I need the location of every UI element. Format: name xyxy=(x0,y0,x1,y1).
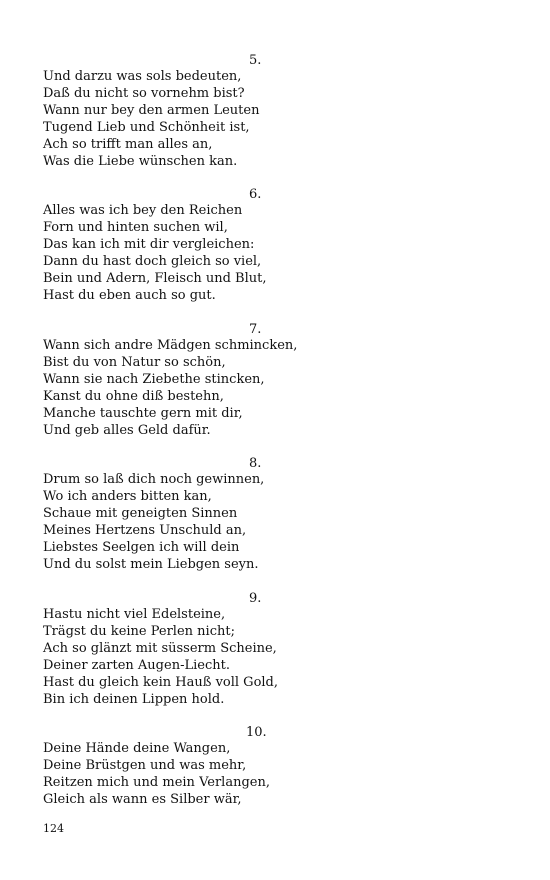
verse-line: Das kan ich mit dir vergleichen: xyxy=(43,237,255,252)
verse-line: Gleich als wann es Silber wär, xyxy=(43,792,242,807)
stanza-lines xyxy=(43,202,267,304)
verse-line: Reitzen mich und mein Verlangen, xyxy=(43,775,270,790)
stanza-number: 8. xyxy=(249,456,262,471)
verse-line: Trägst du keine Perlen nicht; xyxy=(43,624,235,639)
stanza-lines xyxy=(43,740,270,808)
stanza-number: 7. xyxy=(249,322,262,337)
verse-line: Deine Hände deine Wangen, xyxy=(43,741,231,756)
verse-line: Liebstes Seelgen ich will dein xyxy=(43,540,240,555)
verse-line: Und du solst mein Liebgen seyn. xyxy=(43,557,259,572)
stanza-lines xyxy=(43,337,297,439)
verse-line: Und geb alles Geld dafür. xyxy=(43,423,211,438)
verse-line: Drum so laß dich noch gewinnen, xyxy=(43,472,265,487)
verse-line: Forn und hinten suchen wil, xyxy=(43,220,228,235)
verse-line: Was die Liebe wünschen kan. xyxy=(43,154,238,169)
verse-line: Dann du hast doch gleich so viel, xyxy=(43,254,262,269)
verse-line: Wann sie nach Ziebethe stincken, xyxy=(43,372,265,387)
verse-line: Kanst du ohne diß bestehn, xyxy=(43,389,224,404)
verse-line: Daß du nicht so vornehm bist? xyxy=(43,86,245,101)
verse-line: Schaue mit geneigten Sinnen xyxy=(43,506,238,521)
verse-line: Ach so trifft man alles an, xyxy=(43,137,213,152)
verse-line: Wann nur bey den armen Leuten xyxy=(43,103,260,118)
stanza-number: 5. xyxy=(249,53,262,68)
verse-line: Tugend Lieb und Schönheit ist, xyxy=(43,120,250,135)
verse-line: Bein und Adern, Fleisch und Blut, xyxy=(43,271,267,286)
verse-line: Alles was ich bey den Reichen xyxy=(43,203,243,218)
verse-line: Ach so glänzt mit süsserm Scheine, xyxy=(43,641,277,656)
stanza-number: 10. xyxy=(246,725,267,740)
stanza-lines xyxy=(43,471,264,573)
stanza-lines xyxy=(43,606,278,708)
verse-line: Wo ich anders bitten kan, xyxy=(43,489,212,504)
stanza-number: 9. xyxy=(249,591,262,606)
verse-line: Bist du von Natur so schön, xyxy=(43,355,226,370)
verse-line: Hast du gleich kein Hauß voll Gold, xyxy=(43,675,279,690)
verse-line: Hast du eben auch so gut. xyxy=(43,288,216,303)
page-number: 124 xyxy=(43,822,64,835)
verse-line: Wann sich andre Mädgen schmincken, xyxy=(43,338,298,353)
stanza-number: 6. xyxy=(249,187,262,202)
verse-line: Und darzu was sols bedeuten, xyxy=(43,69,242,84)
verse-line: Deine Brüstgen und was mehr, xyxy=(43,758,247,773)
verse-line: Bin ich deinen Lippen hold. xyxy=(43,692,225,707)
verse-line: Deiner zarten Augen-Liecht. xyxy=(43,658,230,673)
verse-line: Meines Hertzens Unschuld an, xyxy=(43,523,247,538)
verse-line: Hastu nicht viel Edelsteine, xyxy=(43,607,226,622)
verse-line: Manche tauschte gern mit dir, xyxy=(43,406,243,421)
stanza-lines xyxy=(43,68,259,170)
